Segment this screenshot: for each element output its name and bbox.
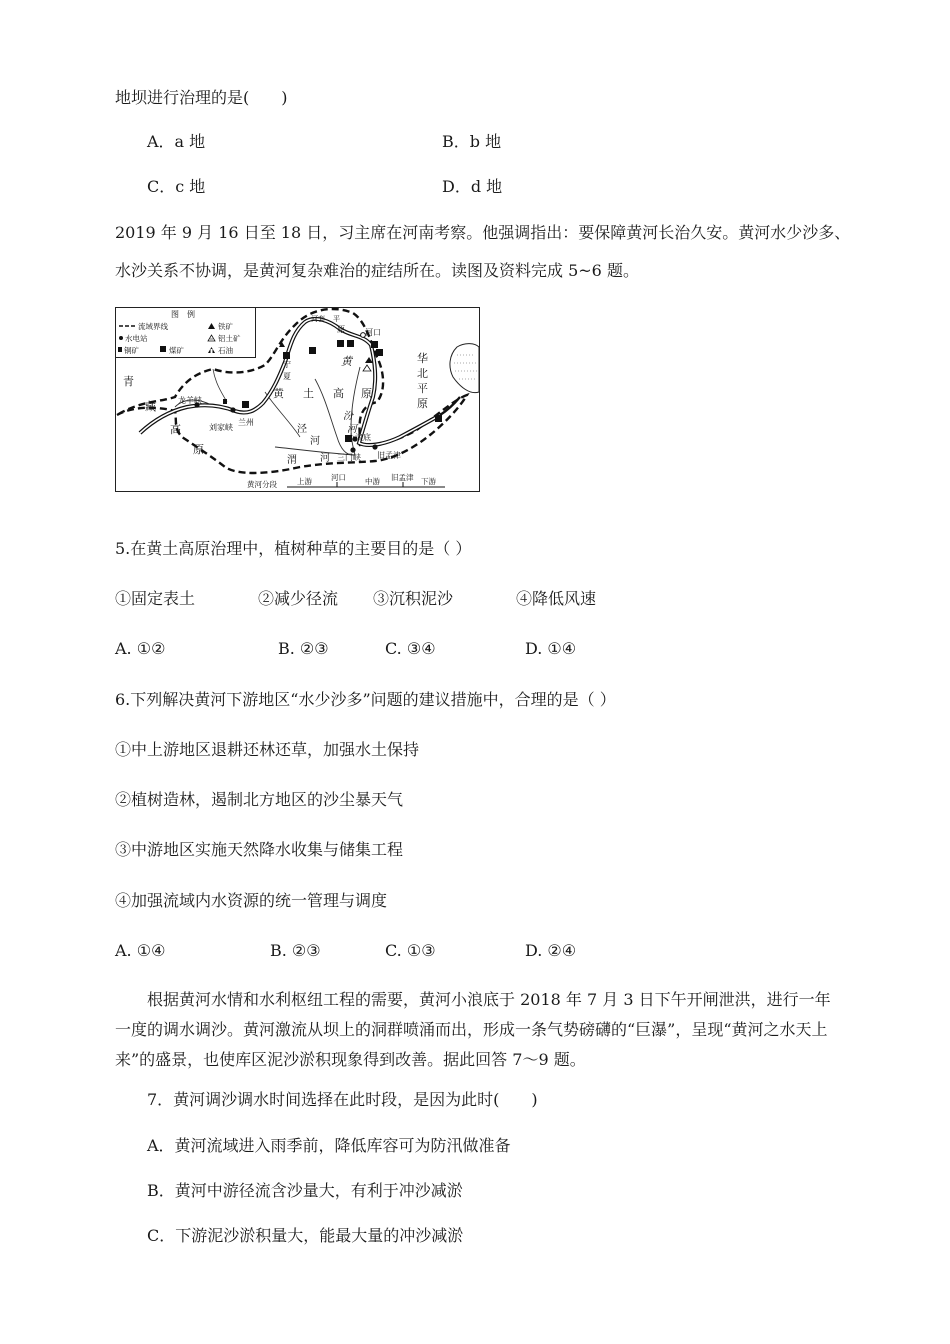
svg-text:兰州: 兰州 [238,418,254,427]
legend-coal: 煤矿 [169,346,184,355]
svg-text:三门峡: 三门峡 [337,453,361,462]
svg-text:北: 北 [417,367,428,380]
q5-option-d: D. ①④ [525,639,577,658]
svg-text:河: 河 [310,436,320,447]
svg-text:泾: 泾 [297,424,307,435]
yellow-river-map [115,307,480,492]
legend-copper: 铜矿 [124,346,139,355]
intro-5-6-line2: 水沙关系不协调，是黄河复杂难治的症结所在。读图及资料完成 5~6 题。 [115,261,639,280]
q4-option-c: C．c 地 [147,177,206,196]
svg-text:小浪底: 小浪底 [347,433,371,442]
svg-text:下游: 下游 [421,477,436,486]
map-legend [116,308,256,358]
q4-option-b: B．b 地 [442,132,502,151]
q6-option-c: C. ①③ [385,941,436,960]
legend-hydro: 水电站 [125,334,148,343]
legend-oil: 石油 [218,346,233,355]
svg-text:土: 土 [303,387,314,400]
svg-text:刘家峡: 刘家峡 [209,423,233,432]
q5-option-a: A. ①② [115,639,166,658]
q6-item-4: ④加强流域内水资源的统一管理与调度 [115,891,388,910]
legend-title: 图 例 [171,310,195,319]
q5-option-b: B. ②③ [278,639,329,658]
q5-item-2: ②减少径流 [258,589,339,608]
q5-stem: 5.在黄土高原治理中，植树种草的主要目的是（ ） [115,539,472,558]
q6-item-2: ②植树造林，遏制北方地区的沙尘暴天气 [115,790,404,809]
svg-text:旧孟津: 旧孟津 [377,451,401,460]
q6-option-d: D. ②④ [525,941,577,960]
legend-bauxite: 铝土矿 [218,334,241,343]
svg-text:夏: 夏 [283,372,291,381]
q6-option-b: B. ②③ [270,941,321,960]
q7-option-b: B．黄河中游径流含沙量大，有利于冲沙减淤 [147,1181,463,1200]
intro-5-6-line1: 2019 年 9 月 16 日至 18 日，习主席在河南考察。他强调指出：要保障黄河长治久安。黄河水少沙多、 [115,223,851,242]
svg-text:河口: 河口 [365,328,381,337]
q5-item-3: ③沉积泥沙 [373,589,454,608]
svg-text:原: 原 [361,387,372,400]
svg-text:高: 高 [170,423,181,436]
svg-text:上游: 上游 [297,477,312,486]
q4-stem: 地坝进行治理的是( ) [115,88,288,107]
svg-text:黄: 黄 [273,387,284,400]
svg-text:旧孟津: 旧孟津 [391,473,414,482]
svg-text:原: 原 [193,443,204,456]
svg-text:龙羊峡: 龙羊峡 [178,396,202,405]
q6-option-a: A. ①④ [115,941,166,960]
q6-stem: 6.下列解决黄河下游地区“水少沙多”问题的建议措施中，合理的是（ ） [115,690,616,709]
q5-item-4: ④降低风速 [516,589,597,608]
svg-text:平: 平 [417,382,428,395]
legend-boundary: 流域界线 [138,322,168,331]
svg-text:原: 原 [337,325,345,334]
q4-option-d: D．d 地 [442,177,503,196]
svg-text:宁: 宁 [283,360,291,369]
svg-text:河: 河 [347,424,357,435]
legend-iron: 铁矿 [218,322,233,331]
svg-text:高: 高 [333,387,344,400]
svg-text:黄河分段: 黄河分段 [247,480,277,489]
svg-text:中游: 中游 [365,477,380,486]
hydro-station-icon [119,336,123,340]
q6-item-3: ③中游地区实施天然降水收集与储集工程 [115,840,404,859]
svg-text:汾: 汾 [343,411,353,422]
svg-text:原: 原 [417,397,428,410]
svg-text:平: 平 [333,315,340,323]
coal-icon [160,346,166,352]
svg-text:青: 青 [123,375,134,388]
svg-text:藏: 藏 [145,400,156,413]
svg-text:黄: 黄 [341,355,352,368]
q7-option-c: C．下游泥沙淤积量大，能最大量的冲沙减淤 [147,1226,464,1245]
q7-stem: 7．黄河调沙调水时间选择在此时段，是因为此时( ) [147,1090,538,1109]
svg-text:河口: 河口 [331,473,346,482]
svg-text:河: 河 [320,453,330,464]
svg-text:华: 华 [417,352,428,365]
copper-icon [118,347,122,352]
svg-text:渭: 渭 [287,455,297,466]
svg-text:河套: 河套 [311,315,325,323]
q7-option-a: A．黄河流域进入雨季前，降低库容可为防汛做准备 [147,1136,511,1155]
q6-item-1: ①中上游地区退耕还林还草，加强水土保持 [115,740,420,759]
intro-7-9: 根据黄河水情和水利枢纽工程的需要，黄河小浪底于 2018 年 7 月 3 日下午开闸泄洪，进行一年一度的调水调沙。黄河激流从坝上的洞群喷涌而出，形成一条气势磅礴的“巨瀑”，呈现“黄河之水天上来”的盛景，也使库区泥沙淤积现象得到改善。据此回答 7～9 题。 [115,990,831,1069]
q5-option-c: C. ③④ [385,639,436,658]
q4-option-a: A．a 地 [147,132,206,151]
q5-item-1: ①固定表土 [115,589,196,608]
